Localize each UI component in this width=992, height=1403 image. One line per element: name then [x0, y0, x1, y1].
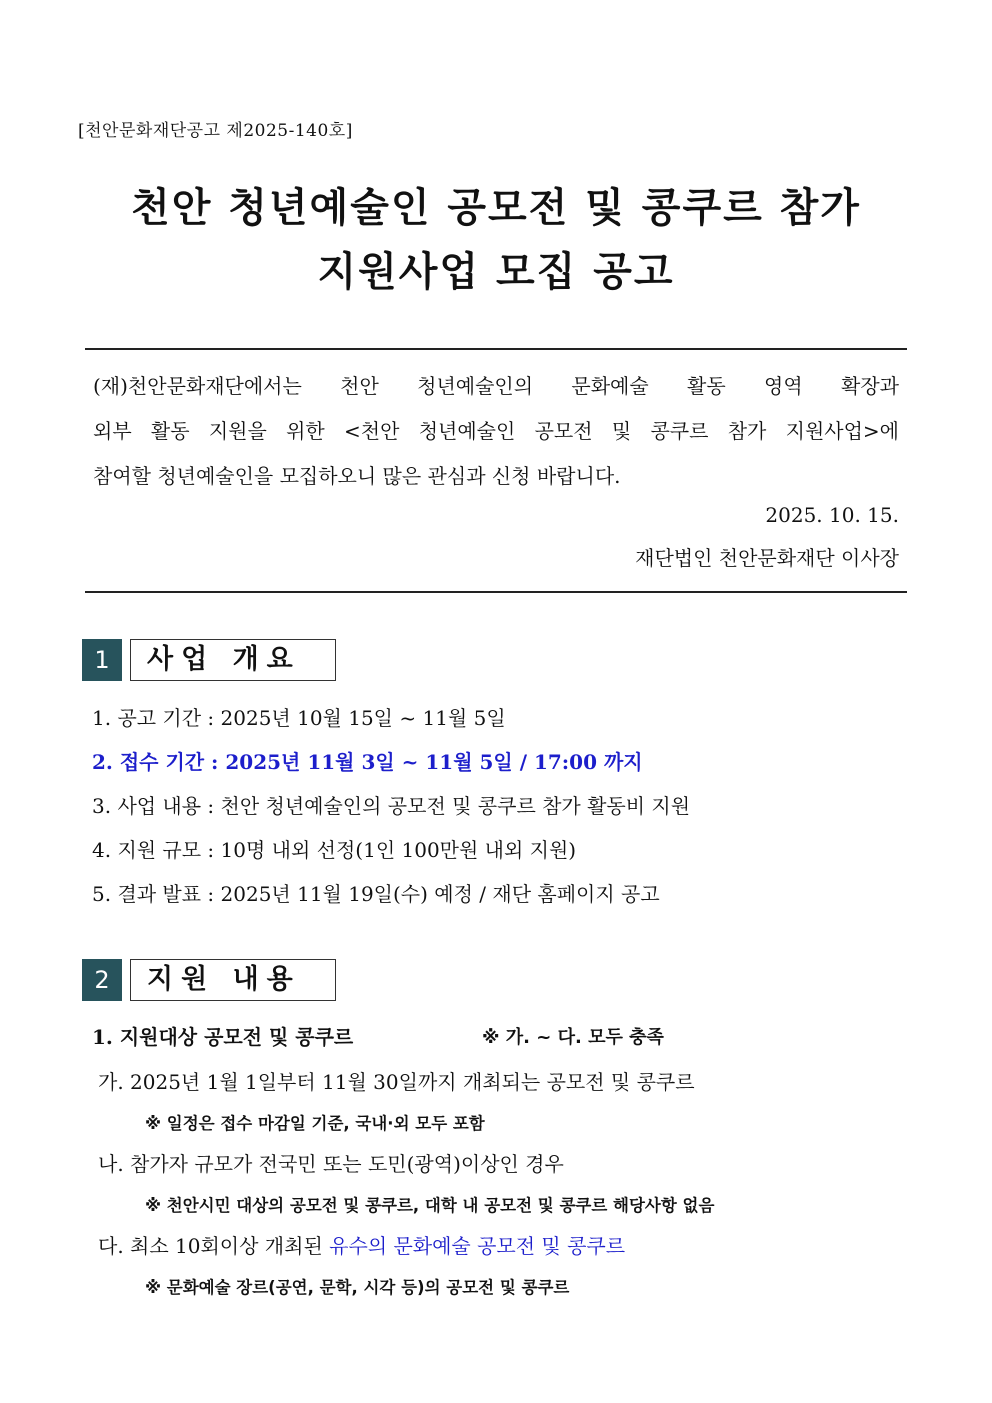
notice-date: 2025. 10. 15. [765, 503, 899, 527]
overview-item-period: 1. 공고 기간 : 2025년 10월 15일 ~ 11월 5일 [92, 706, 506, 730]
overview-item-content: 3. 사업 내용 : 천안 청년예술인의 공모전 및 콩쿠르 참가 활동비 지원 [92, 794, 691, 818]
condition-c-note: ※ 문화예술 장르(공연, 문학, 시각 등)의 공모전 및 콩쿠르 [145, 1278, 570, 1297]
section-1-number-badge: 1 [82, 639, 122, 681]
notice-number: [천안문화재단공고 제2025-140호] [78, 121, 353, 141]
condition-a-note: ※ 일정은 접수 마감일 기준, 국내·외 모두 포함 [145, 1114, 485, 1133]
section-2-number-badge: 2 [82, 959, 122, 1001]
intro-line-3: 참여할 청년예술인을 모집하오니 많은 관심과 신청 바랍니다. [93, 464, 621, 488]
signer: 재단법인 천안문화재단 이사장 [635, 546, 899, 570]
eligibility-note: ※ 가. ~ 다. 모두 충족 [482, 1027, 664, 1048]
section-1-title: 사업 개요 [130, 639, 336, 681]
overview-item-result: 5. 결과 발표 : 2025년 11월 19일(수) 예정 / 재단 홈페이지 공고 [92, 882, 660, 906]
condition-a: 가. 2025년 1월 1일부터 11월 30일까지 개최되는 공모전 및 콩쿠르 [98, 1070, 695, 1094]
condition-b: 나. 참가자 규모가 전국민 또는 도민(광역)이상인 경우 [98, 1152, 564, 1176]
page-title-line2: 지원사업 모집 공고 [317, 249, 675, 295]
intro-line-1: (재)천안문화재단에서는 천안 청년예술인의 문화예술 활동 영역 확장과 [93, 374, 899, 398]
overview-item-scale: 4. 지원 규모 : 10명 내외 선정(1인 100만원 내외 지원) [92, 838, 577, 862]
intro-paragraph [93, 364, 899, 499]
condition-c-text: 다. 최소 10회이상 개최된 [98, 1234, 330, 1258]
eligibility-subheading: 1. 지원대상 공모전 및 콩쿠르 [92, 1025, 354, 1049]
condition-c [98, 1230, 625, 1259]
top-divider [85, 348, 907, 350]
bottom-divider [85, 591, 907, 593]
condition-c-highlight: 유수의 문화예술 공모전 및 콩쿠르 [329, 1234, 626, 1258]
page-title-line1: 천안 청년예술인 공모전 및 콩쿠르 참가 [131, 185, 861, 231]
condition-b-note: ※ 천안시민 대상의 공모전 및 콩쿠르, 대학 내 공모전 및 콩쿠르 해당사항 없음 [145, 1196, 715, 1215]
section-2-title: 지원 내용 [130, 959, 336, 1001]
overview-item-application: 2. 접수 기간 : 2025년 11월 3일 ~ 11월 5일 / 17:00 까지 [92, 750, 643, 774]
intro-line-2: 외부 활동 지원을 위한 <천안 청년예술인 공모전 및 콩쿠르 참가 지원사업>에 [93, 419, 899, 443]
